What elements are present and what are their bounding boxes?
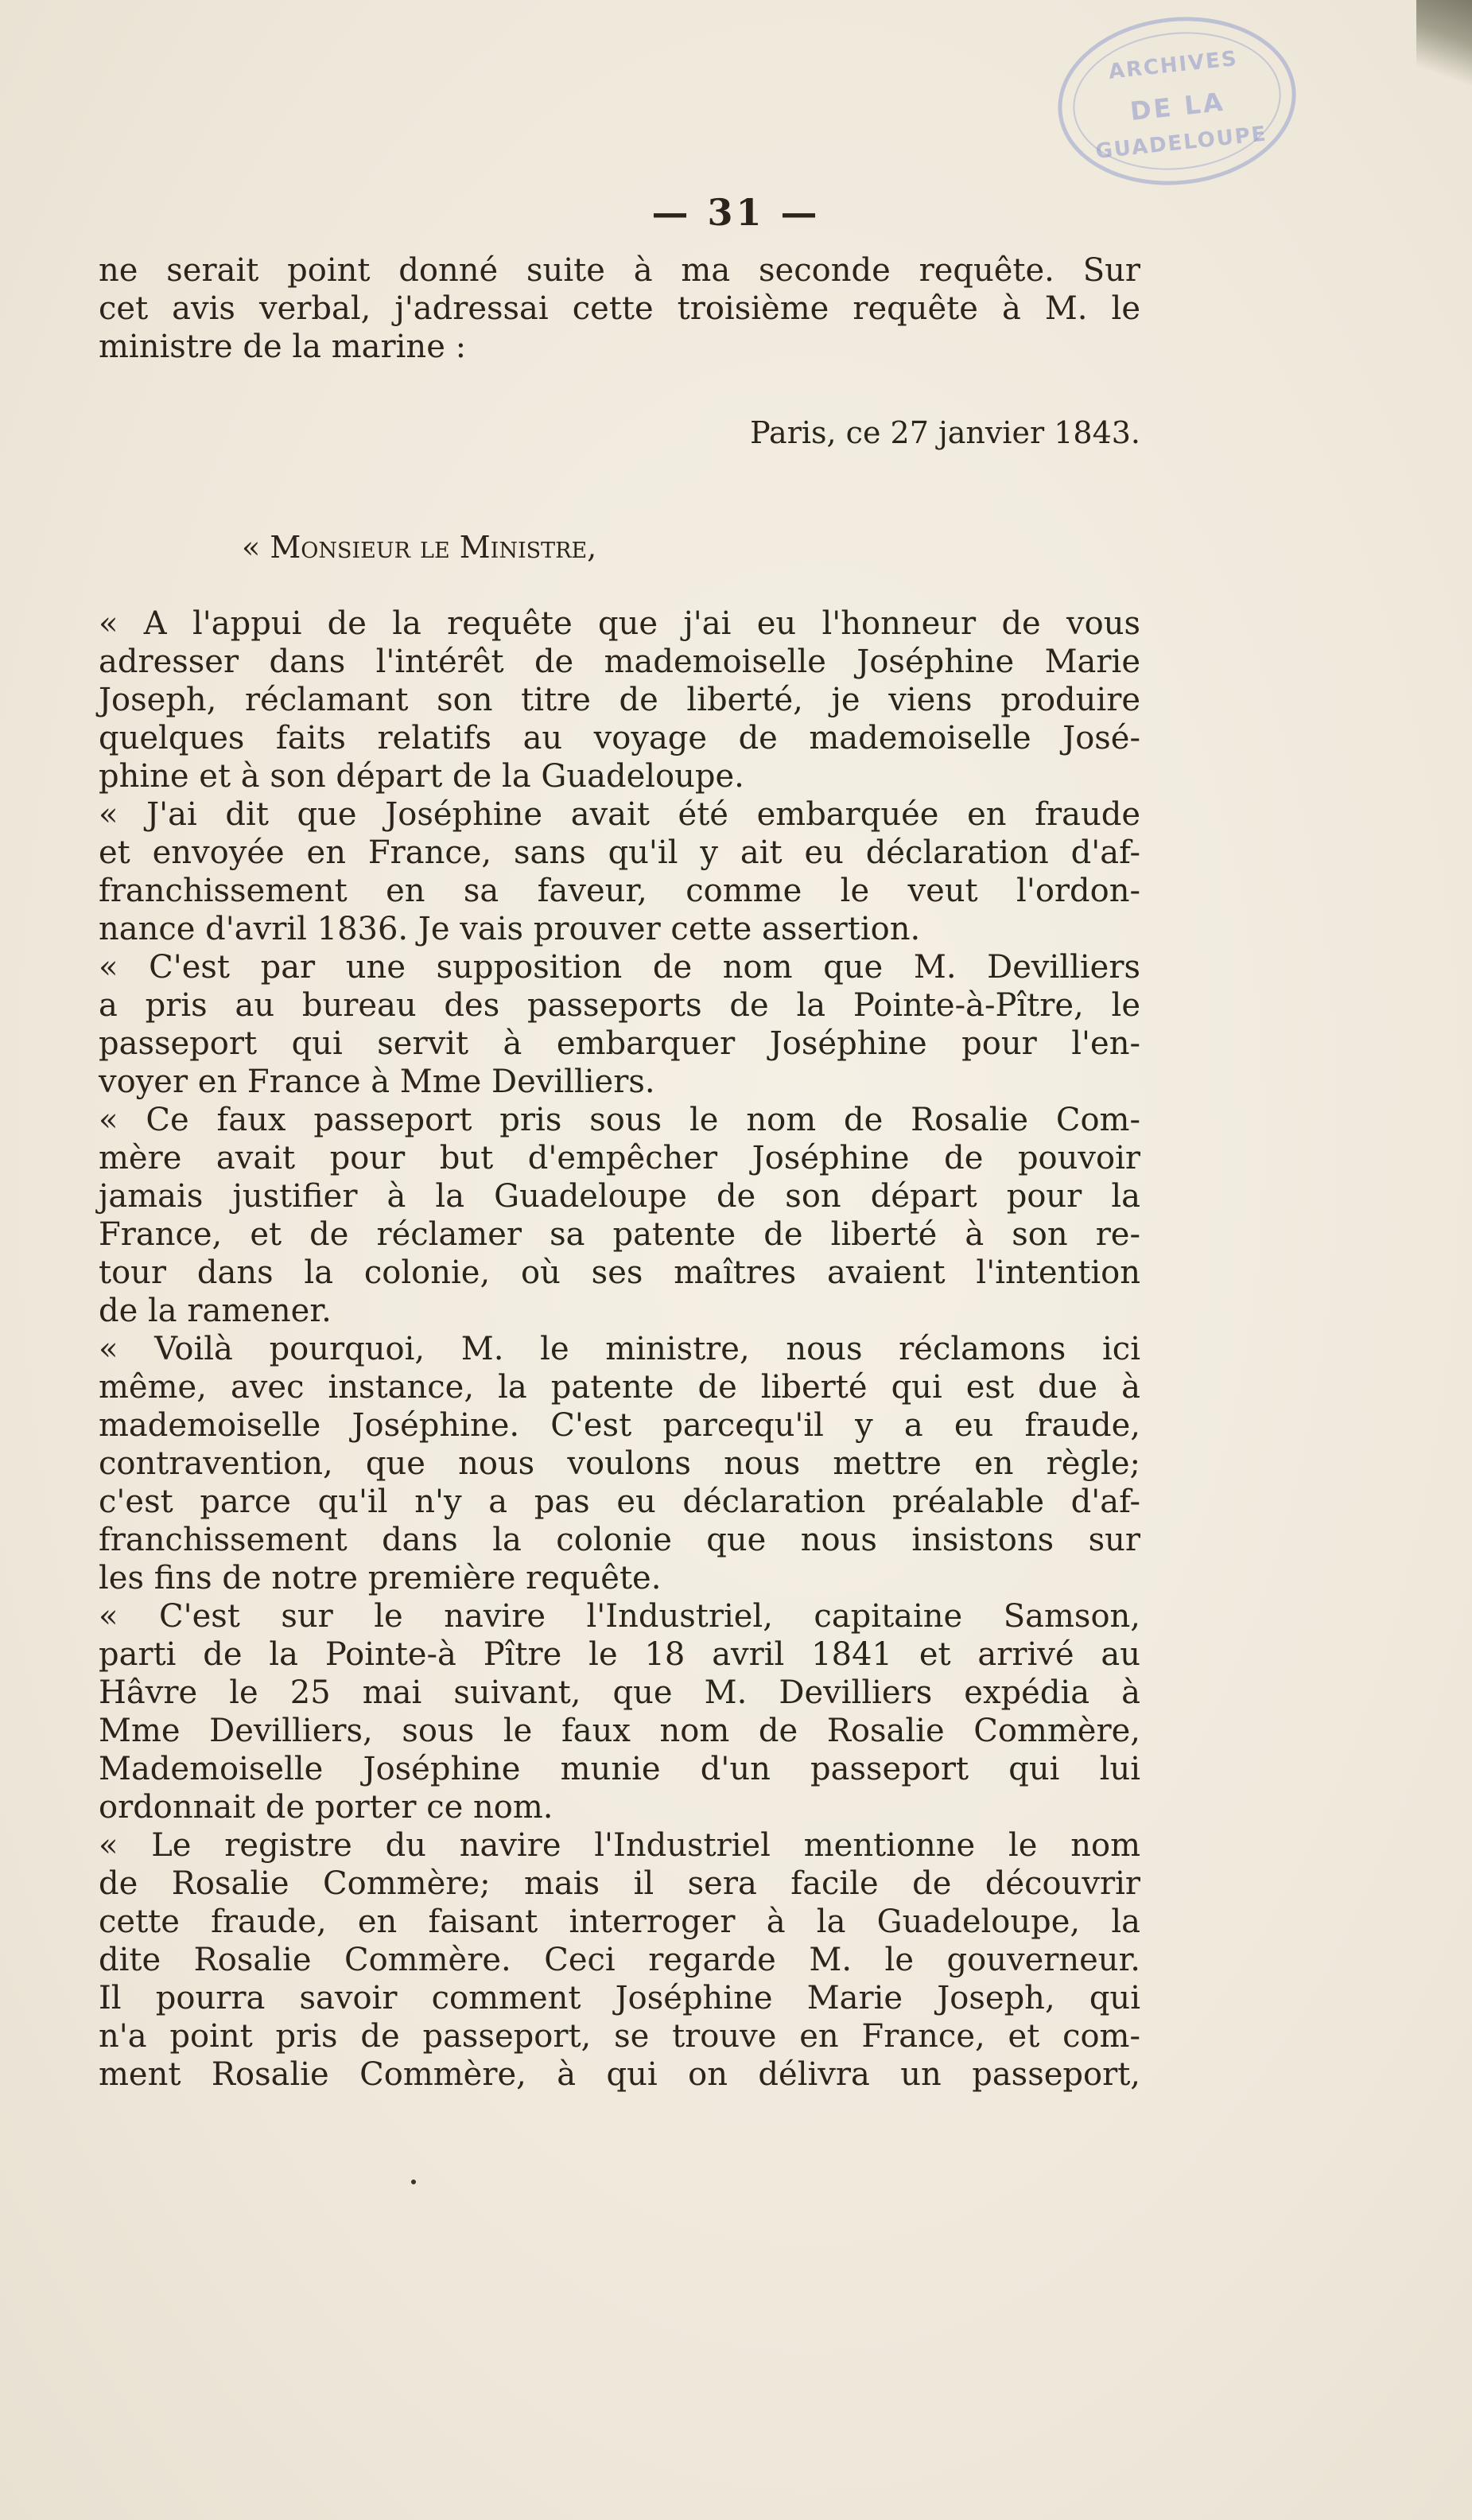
- text-line: a pris au bureau des passeports de la Pointe-à-Pître, le: [99, 987, 1140, 1024]
- text-line: franchissement dans la colonie que nous insistons sur: [99, 1522, 1140, 1558]
- text-line: « C'est par une supposition de nom que M. Devilliers: [99, 949, 1140, 986]
- text-line: Il pourra savoir comment Joséphine Marie Joseph, qui: [99, 1980, 1140, 2016]
- text-line: Joseph, réclamant son titre de liberté, je viens produire: [99, 682, 1140, 718]
- text-line: c'est parce qu'il n'y a pas eu déclaration préalable d'af-: [99, 1484, 1140, 1520]
- text-line: mère avait pour but d'empêcher Joséphine de pouvoir: [99, 1140, 1140, 1176]
- text-line: les fins de notre première requête.: [99, 1560, 662, 1596]
- page-text: [99, 251, 1140, 2094]
- text-line: ne serait point donné suite à ma seconde requête. Sur: [99, 252, 1140, 289]
- text-line: ment Rosalie Commère, à qui on délivra un passeport,: [99, 2056, 1140, 2093]
- text-line: Hâvre le 25 mai suivant, que M. Devilliers expédia à: [99, 1674, 1140, 1711]
- text-line: « Le registre du navire l'Industriel mentionne le nom: [99, 1827, 1140, 1864]
- text-line: voyer en France à Mme Devilliers.: [99, 1064, 655, 1100]
- archive-stamp-line-2: DE LA: [1128, 86, 1227, 127]
- archive-stamp-line-3: GUADELOUPE: [1094, 122, 1268, 164]
- text-line: parti de la Pointe-à Pître le 18 avril 1841 et arrivé au: [99, 1636, 1140, 1673]
- text-line: de Rosalie Commère; mais il sera facile de découvrir: [99, 1865, 1140, 1902]
- text-line: « J'ai dit que Joséphine avait été embarquée en fraude: [99, 796, 1140, 833]
- text-line: adresser dans l'intérêt de mademoiselle Joséphine Marie: [99, 644, 1140, 680]
- archive-stamp-line-1: ARCHIVES: [1107, 46, 1240, 84]
- text-line: nance d'avril 1836. Je vais prouver cette assertion.: [99, 911, 921, 947]
- text-line: dite Rosalie Commère. Ceci regarde M. le gouverneur.: [99, 1942, 1140, 1978]
- archive-stamp: [1050, 6, 1304, 196]
- text-line: contravention, que nous voulons nous mettre en règle;: [99, 1445, 1140, 1482]
- text-line: jamais justifier à la Guadeloupe de son départ pour la: [99, 1178, 1140, 1215]
- text-line: « Voilà pourquoi, M. le ministre, nous réclamons ici: [99, 1331, 1140, 1367]
- text-line: mademoiselle Joséphine. C'est parcequ'il y a eu fraude,: [99, 1407, 1140, 1444]
- text-line: tour dans la colonie, où ses maîtres avaient l'intention: [99, 1254, 1140, 1291]
- text-line: ministre de la marine :: [99, 329, 467, 365]
- text-line: « Ce faux passeport pris sous le nom de Rosalie Com-: [99, 1102, 1140, 1138]
- page-corner-fold: [1416, 0, 1472, 103]
- text-line: quelques faits relatifs au voyage de mademoiselle José-: [99, 720, 1140, 756]
- text-line: phine et à son départ de la Guadeloupe.: [99, 758, 744, 795]
- page-number: — 31 —: [651, 191, 821, 234]
- text-line: « A l'appui de la requête que j'ai eu l'honneur de vous: [99, 605, 1140, 642]
- letter-salutation: « Monsieur le Ministre,: [242, 530, 597, 565]
- text-line: n'a point pris de passeport, se trouve en France, et com-: [99, 2018, 1140, 2055]
- text-line: cette fraude, en faisant interroger à la Guadeloupe, la: [99, 1904, 1140, 1940]
- spacer: [99, 366, 1140, 414]
- text-line: passeport qui servit à embarquer Joséphine pour l'en-: [99, 1025, 1140, 1062]
- text-line: France, et de réclamer sa patente de liberté à son re-: [99, 1216, 1140, 1253]
- ink-speck: [411, 2180, 416, 2184]
- spacer: [99, 566, 1140, 605]
- text-line: de la ramener.: [99, 1293, 332, 1329]
- text-line: franchissement en sa faveur, comme le veut l'ordon-: [99, 873, 1140, 909]
- letter-date: Paris, ce 27 janvier 1843.: [750, 415, 1140, 450]
- text-line: Mme Devilliers, sous le faux nom de Rosalie Commère,: [99, 1713, 1140, 1749]
- text-line: Mademoiselle Joséphine munie d'un passeport qui lui: [99, 1751, 1140, 1787]
- text-line: et envoyée en France, sans qu'il y ait eu déclaration d'af-: [99, 834, 1140, 871]
- text-line: ordonnait de porter ce nom.: [99, 1789, 553, 1826]
- text-line: même, avec instance, la patente de liberté qui est due à: [99, 1369, 1140, 1406]
- spacer: [99, 452, 1140, 528]
- text-line: cet avis verbal, j'adressai cette troisième requête à M. le: [99, 290, 1140, 327]
- text-line: « C'est sur le navire l'Industriel, capitaine Samson,: [99, 1598, 1140, 1635]
